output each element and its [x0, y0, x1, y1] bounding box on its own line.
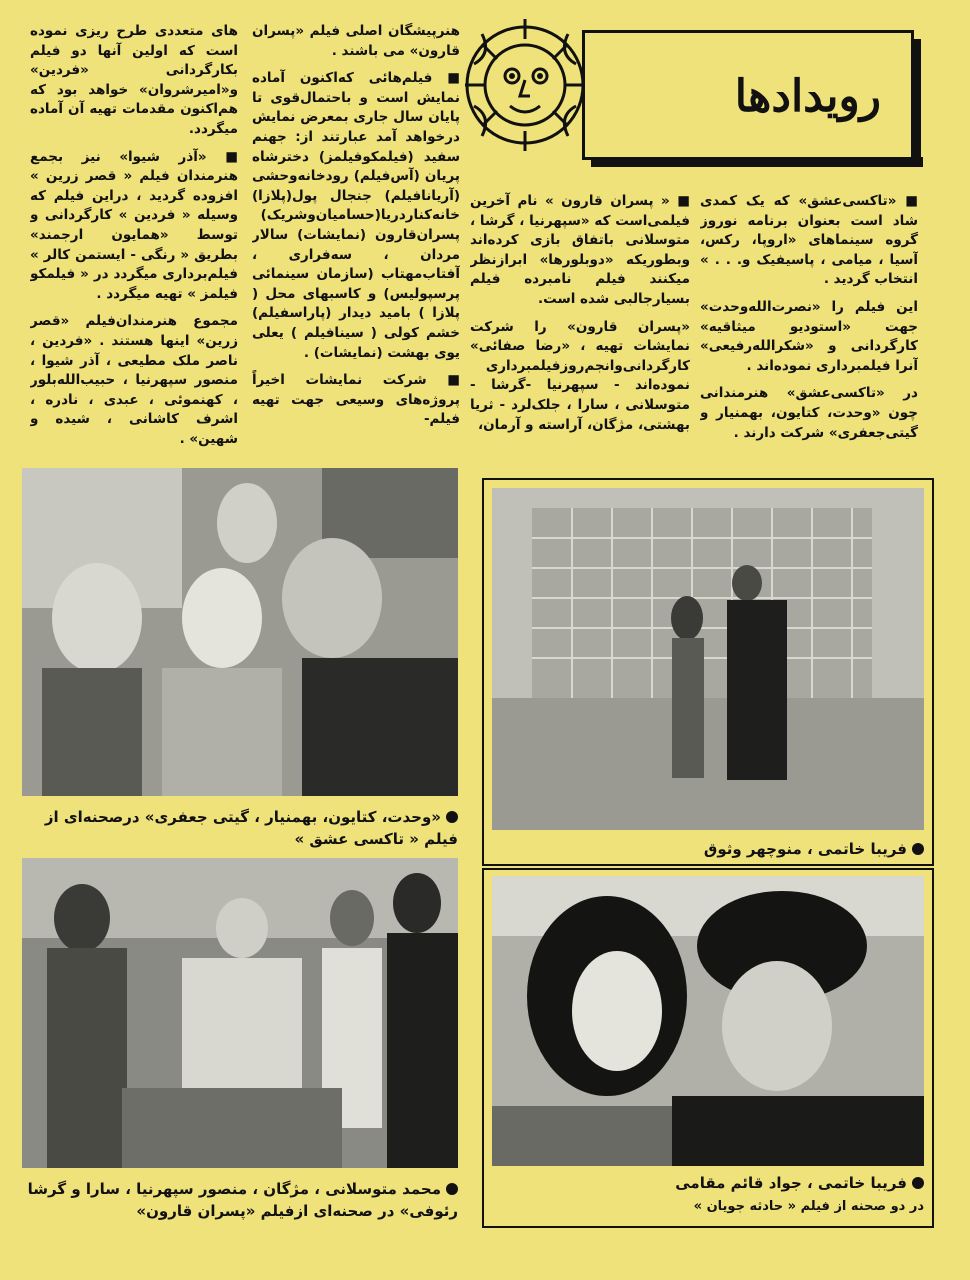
paragraph: ■ «آذر شیوا» نیز بجمع هنرمندان فیلم « قصر زرین » افزوده گردید ، دراین فیلم که وسیله « فردین » کارگردانی و توسط «همایون ارجمند» بطریق « رنگی - ایستمن کالر » فیلم‌برداری میگردد در « فیلمکو فیلمز » تهیه میگردد . — [30, 148, 238, 302]
text-column-3 — [252, 22, 460, 462]
bullet-dot-icon — [912, 1177, 924, 1189]
photo-pesaran-qaroon-scene — [22, 858, 458, 1168]
paragraph: این فیلم را «نصرت‌الله‌وحدت» جهت «استودیو میثاقیه» کارگردانی و «شکرالله‌رفیعی» آنرا فیلمبرداری نموده‌اند . — [700, 298, 918, 374]
bullet-dot-icon — [912, 843, 924, 855]
caption-pesaran-qaroon: محمد متوسلانی ، مژگان ، منصور سپهرنیا ، سارا و گرشا رئوفی» در صحنه‌ای ازفیلم «پسران قارون» — [27, 1180, 458, 1220]
text-column-4 — [30, 22, 238, 462]
paragraph: ■ فیلم‌هائی که‌اکنون آماده نمایش است و باحتمال‌قوی تا پایان سال جاری بمعرض نمایش درخواهد آمد عبارتند از: جهنم سفید (فیلمکوفیلمز) دخترشاه پریان (آس‌فیلم) رودخانه‌وحشی (آریانافیلم) جنجال پول(پلازا) خانه‌کناردریا(حسامیان‌وشریک) پسران‌قارون (نمایشات) سالار مردان ، سه‌فراری ، آفتاب‌مهتاب (سازمان سینمائی پرسپولیس) و کاسبهای محل ( پلازا ) بامید دیدار (پاراسفیلم) خشم کولی ( سینافیلم ) یعلی یوی بهشت (نمایشات) . — [252, 70, 460, 361]
caption-khatami-vosough: فریبا خاتمی ، منوچهر وثوق — [492, 838, 924, 860]
section-title: رویدادها — [734, 71, 881, 122]
paragraph: ■ شرکت نمایشات اخیراً پروژه‌های وسیعی جهت تهیه فیلم- — [252, 372, 460, 428]
text-column-2 — [470, 192, 690, 462]
caption-taxi-eshgh: «وحدت، کتایون، بهمنیار ، گیتی جعفری» درصحنه‌ای از فیلم « تاکسی عشق » — [44, 808, 458, 848]
bullet-dot-icon — [446, 811, 458, 823]
paragraph: مجموع هنرمندان‌فیلم «قصر زرین» اینها هستند . «فردین ، ناصر ملک مطیعی ، آذر شیوا ، منصور سپهرنیا ، حبیب‌الله‌بلور ، کهنموئی ، عبدی ، نادره ، اشرف کاشانی ، شیده و شهین» . — [30, 313, 238, 447]
text-column-1 — [700, 192, 918, 462]
photo-taxi-eshgh-scene — [22, 468, 458, 796]
paragraph: ■ « پسران قارون » نام آخرین فیلمی‌است که «سپهرنیا ، گرشا ، متوسلانی باتفاق بازی کرده‌اند وبطوریکه «دوبلورها» ابرازنظر میکنند فیلم نامبرده فیلم بسیارجالبی شده است. — [470, 193, 690, 307]
paragraph: های متعددی طرح ریزی نموده است که اولین آنها دو فیلم بکارگردانی «فردین» و«امیرشروان» خواهد بود که هم‌اکنون مقدمات تهیه آن آماده میگردد. — [30, 23, 238, 137]
photo-khatami-vosough — [492, 488, 924, 830]
paragraph: ■ «تاکسی‌عشق» که یک کمدی شاد است بعنوان برنامه نوروز گروه سینماهای «اروپا، رکس، آسیا ، میامی ، پاسیفیک و. . . » انتخاب گردید . — [700, 193, 918, 288]
photo-khatami-ghaem-maghami — [492, 876, 924, 1166]
subcaption-hadese-jouyan: در دو صحنه از فیلم « حادثه جویان » — [693, 1199, 924, 1214]
paragraph: هنرپیشگان اصلی فیلم «پسران قارون» می باشند . — [252, 23, 460, 59]
caption-khatami-ghaem-maghami: فریبا خاتمی ، جواد قائم مقامی — [492, 1172, 924, 1194]
sun-face-emblem-icon — [462, 14, 588, 156]
bullet-dot-icon — [446, 1183, 458, 1195]
paragraph: «پسران قارون» را شرکت نمایشات تهیه ، «رضا صفائی» کارگردانی‌وانجم‌روزفیلمبرداری نموده‌اند - سپهرنیا -گرشا - متوسلانی ، سارا ، جلک‌لرد - ثریا بهشتی، مژگان، آراسته و آرمان، — [470, 318, 690, 433]
section-header-box — [582, 30, 914, 160]
paragraph: در «تاکسی‌عشق» هنرمندانی چون «وحدت، کتایون، بهمنیار و گیتی‌جعفری» شرکت دارند . — [700, 385, 918, 441]
